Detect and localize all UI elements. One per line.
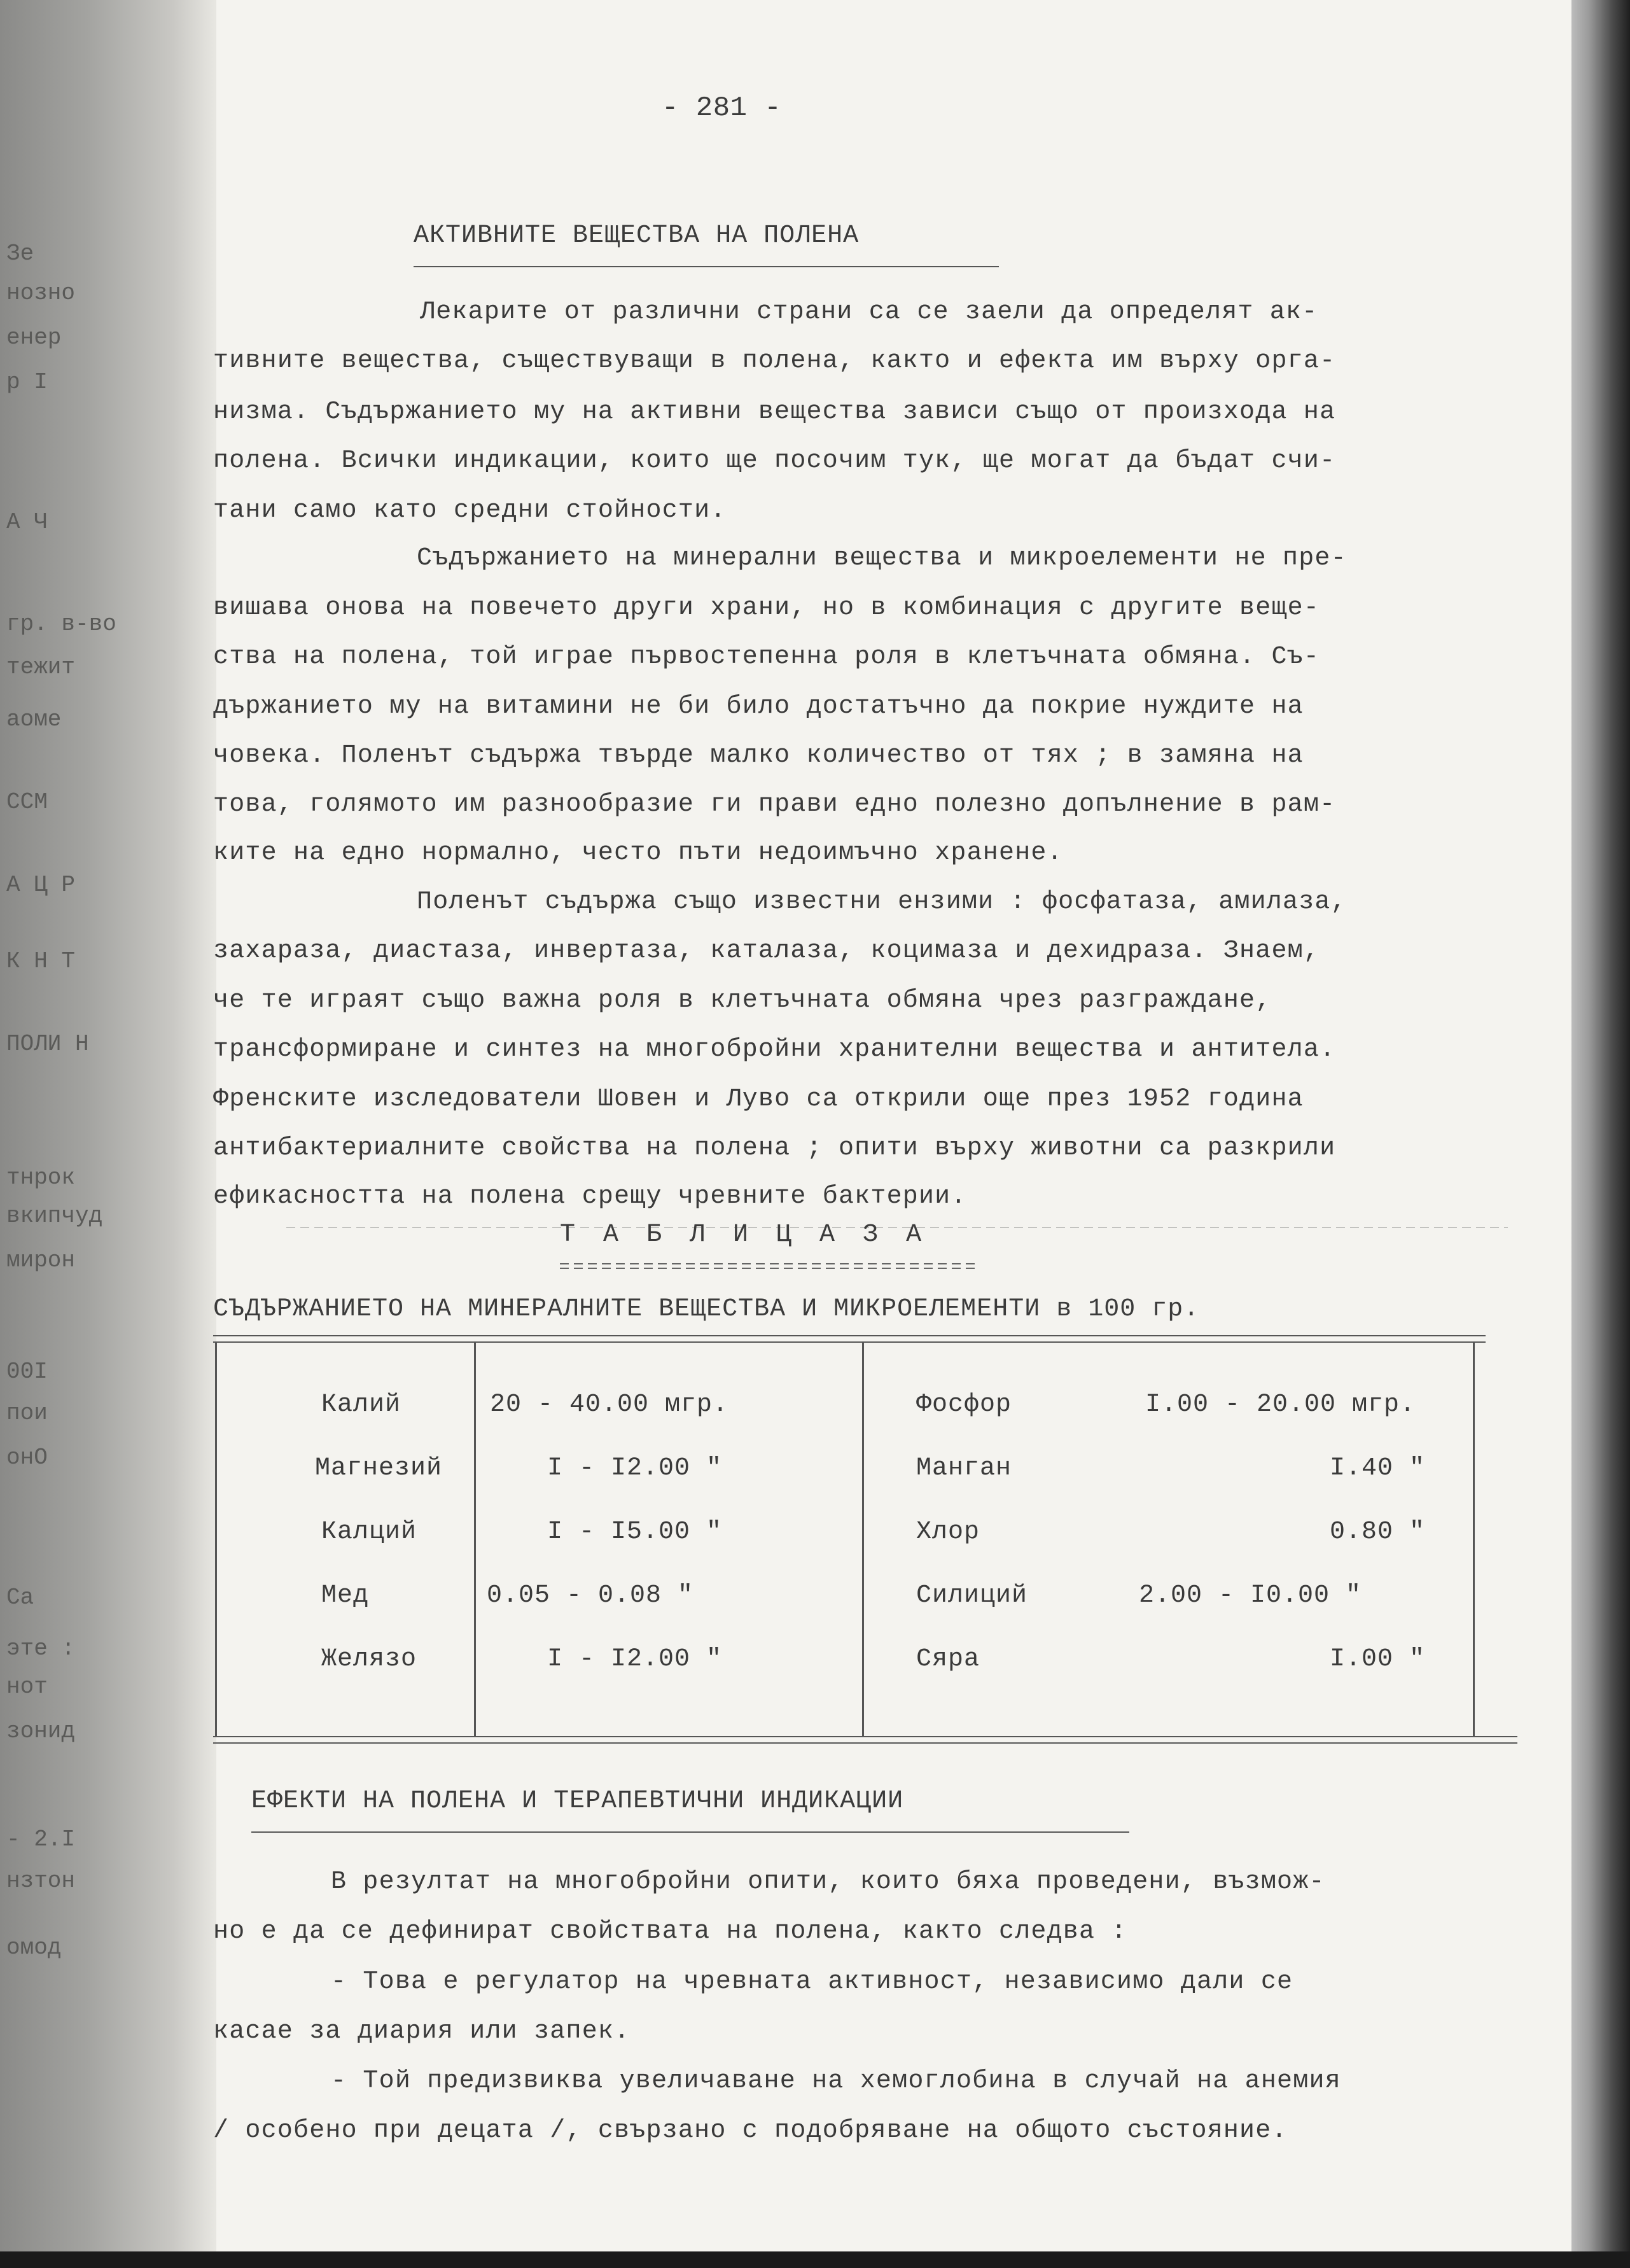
table-top-border bbox=[213, 1341, 1486, 1343]
bleed-text: тежит bbox=[6, 654, 76, 680]
bleed-text: гр. в-во bbox=[6, 611, 116, 637]
section-title: АКТИВНИТЕ ВЕЩЕСТВА НА ПОЛЕНА bbox=[414, 221, 860, 250]
section-title-underline bbox=[251, 1831, 1129, 1833]
paragraph-line: Френските изследователи Шовен и Луво са открили още през 1952 година bbox=[213, 1085, 1304, 1114]
mineral-value: 0.80 " bbox=[1330, 1518, 1426, 1546]
mineral-value: I.00 - 20.00 мгр. bbox=[1145, 1390, 1416, 1419]
bleed-text: пои bbox=[6, 1400, 48, 1426]
paragraph-line: но е да се дефинират свойствата на полена, както следва : bbox=[213, 1917, 1127, 1946]
mineral-name: Сяра bbox=[916, 1645, 980, 1674]
table-column-divider bbox=[862, 1341, 864, 1736]
paragraph-line: захараза, диастаза, инвертаза, каталаза, коцимаза и дехидраза. Знаем, bbox=[213, 937, 1320, 965]
table-right-border bbox=[1473, 1341, 1475, 1736]
paragraph-line: - Той предизвиква увеличаване на хемоглобина в случай на анемия bbox=[331, 2067, 1341, 2096]
mineral-name: Желязо bbox=[321, 1645, 417, 1674]
paragraph-line: тивните вещества, съществуващи в полена, както и ефекта им върху орга- bbox=[213, 347, 1336, 375]
mineral-name: Калий bbox=[321, 1390, 401, 1419]
bleed-text: Зе bbox=[6, 241, 34, 267]
table-title-double-underline bbox=[560, 1263, 980, 1264]
mineral-name: Мед bbox=[321, 1581, 370, 1610]
bleed-text: зонид bbox=[6, 1718, 76, 1744]
mineral-name: Силиций bbox=[916, 1581, 1028, 1610]
paragraph-line: / особено при децата /, свързано с подобряване на общото състояние. bbox=[213, 2117, 1288, 2145]
bleed-text: А Ч bbox=[6, 509, 48, 535]
paragraph-line: ефикасността на полена срещу чревните бактерии. bbox=[213, 1182, 967, 1211]
paragraph-line: Поленът съдържа също известни ензими : фосфатаза, амилаза, bbox=[417, 888, 1347, 916]
table-column-divider bbox=[474, 1341, 476, 1736]
paragraph-line: човека. Поленът съдържа твърде малко количество от тях ; в замяна на bbox=[213, 741, 1304, 770]
bleed-text: 00I bbox=[6, 1359, 48, 1385]
table-bottom-border bbox=[213, 1736, 1517, 1737]
mineral-name: Калций bbox=[321, 1518, 417, 1546]
mineral-value: I - I2.00 " bbox=[547, 1645, 723, 1674]
table-title: Т А Б Л И Ц А З А bbox=[560, 1221, 928, 1249]
scan-bottom-bar bbox=[0, 2251, 1630, 2268]
table-bottom-border bbox=[213, 1742, 1517, 1744]
page-number: - 281 - bbox=[662, 92, 782, 124]
mineral-value: 2.00 - I0.00 " bbox=[1139, 1581, 1362, 1610]
bleed-text: ПОЛИ Н bbox=[6, 1031, 89, 1057]
table-top-border bbox=[213, 1335, 1486, 1336]
mineral-value: 0.05 - 0.08 " bbox=[487, 1581, 694, 1610]
section-title: ЕФЕКТИ НА ПОЛЕНА И ТЕРАПЕВТИЧНИ ИНДИКАЦИИ bbox=[251, 1787, 904, 1816]
mineral-name: Хлор bbox=[916, 1518, 980, 1546]
bleed-text: тнрок bbox=[6, 1165, 76, 1191]
paragraph-line: Лекарите от различни страни са се заели да определят ак- bbox=[420, 298, 1318, 326]
bleed-text: нот bbox=[6, 1674, 48, 1700]
paragraph-line: че те играят също важна роля в клетъчната обмяна чрез разграждане, bbox=[213, 986, 1272, 1015]
paragraph-line: антибактериалните свойства на полена ; опити върху животни са разкрили bbox=[213, 1134, 1336, 1163]
paragraph-line: Съдържанието на минерални вещества и микроелементи не пре- bbox=[417, 544, 1347, 573]
page-edge bbox=[1571, 0, 1630, 2268]
bleed-text: А Ц Р bbox=[6, 872, 76, 898]
bleed-text: енер bbox=[6, 325, 62, 351]
paragraph-line: низма. Съдържанието му на активни вещества зависи също от произхода на bbox=[213, 398, 1336, 426]
paragraph-line: ства на полена, той играе първостепенна роля в клетъчната обмяна. Съ- bbox=[213, 643, 1320, 671]
bleed-text: нзтон bbox=[6, 1868, 76, 1894]
table-left-border bbox=[215, 1341, 217, 1736]
bleed-text: омод bbox=[6, 1935, 62, 1961]
bleed-text: ССМ bbox=[6, 789, 48, 815]
mineral-name: Магнезий bbox=[315, 1454, 443, 1483]
table-subtitle: СЪДЪРЖАНИЕТО НА МИНЕРАЛНИТЕ ВЕЩЕСТВА И МИКРОЕЛЕМЕНТИ в 100 гр. bbox=[213, 1295, 1200, 1324]
paragraph-line: - Това е регулатор на чревната активност, независимо дали се bbox=[331, 1968, 1293, 1996]
paragraph-line: ките на едно нормално, често пъти недоимъчно хранене. bbox=[213, 839, 1063, 867]
section-title-underline bbox=[414, 266, 999, 267]
paragraph-line: полена. Всички индикации, които ще посочим тук, ще могат да бъдат счи- bbox=[213, 447, 1336, 475]
paragraph-line: вишава онова на повечето други храни, но в комбинация с другите веще- bbox=[213, 594, 1320, 622]
mineral-name: Фосфор bbox=[916, 1390, 1012, 1419]
paragraph-line: В резултат на многобройни опити, които бяха проведени, възмож- bbox=[331, 1868, 1325, 1896]
bleed-through-column bbox=[6, 0, 210, 2268]
bleed-text: вкипчуд bbox=[6, 1203, 103, 1229]
paragraph-line: касае за диария или запек. bbox=[213, 2017, 630, 2046]
paragraph-line: трансформиране и синтез на многобройни хранителни вещества и антитела. bbox=[213, 1035, 1336, 1064]
paragraph-line: тани само като средни стойности. bbox=[213, 496, 727, 525]
paragraph-line: това, голямото им разнообразие ги прави едно полезно допълнение в рам- bbox=[213, 790, 1336, 819]
bleed-text: мирон bbox=[6, 1247, 76, 1273]
bleed-text: р I bbox=[6, 369, 48, 395]
mineral-value: I - I5.00 " bbox=[547, 1518, 723, 1546]
mineral-name: Манган bbox=[916, 1454, 1012, 1483]
paragraph-line: държанието му на витамини не би било достатъчно да покрие нуждите на bbox=[213, 692, 1304, 721]
mineral-value: I - I2.00 " bbox=[547, 1454, 723, 1483]
bleed-text: аоме bbox=[6, 706, 62, 732]
mineral-value: 20 - 40.00 мгр. bbox=[490, 1390, 729, 1419]
mineral-value: I.40 " bbox=[1330, 1454, 1426, 1483]
bleed-text: К Н Т bbox=[6, 948, 76, 974]
bleed-text: нозно bbox=[6, 280, 76, 306]
mineral-value: I.00 " bbox=[1330, 1645, 1426, 1674]
bleed-text: онО bbox=[6, 1445, 48, 1471]
bleed-text: Са bbox=[6, 1585, 34, 1611]
table-title-double-underline bbox=[560, 1268, 980, 1269]
bleed-text: - 2.I bbox=[6, 1826, 76, 1852]
bleed-text: эте : bbox=[6, 1635, 76, 1662]
